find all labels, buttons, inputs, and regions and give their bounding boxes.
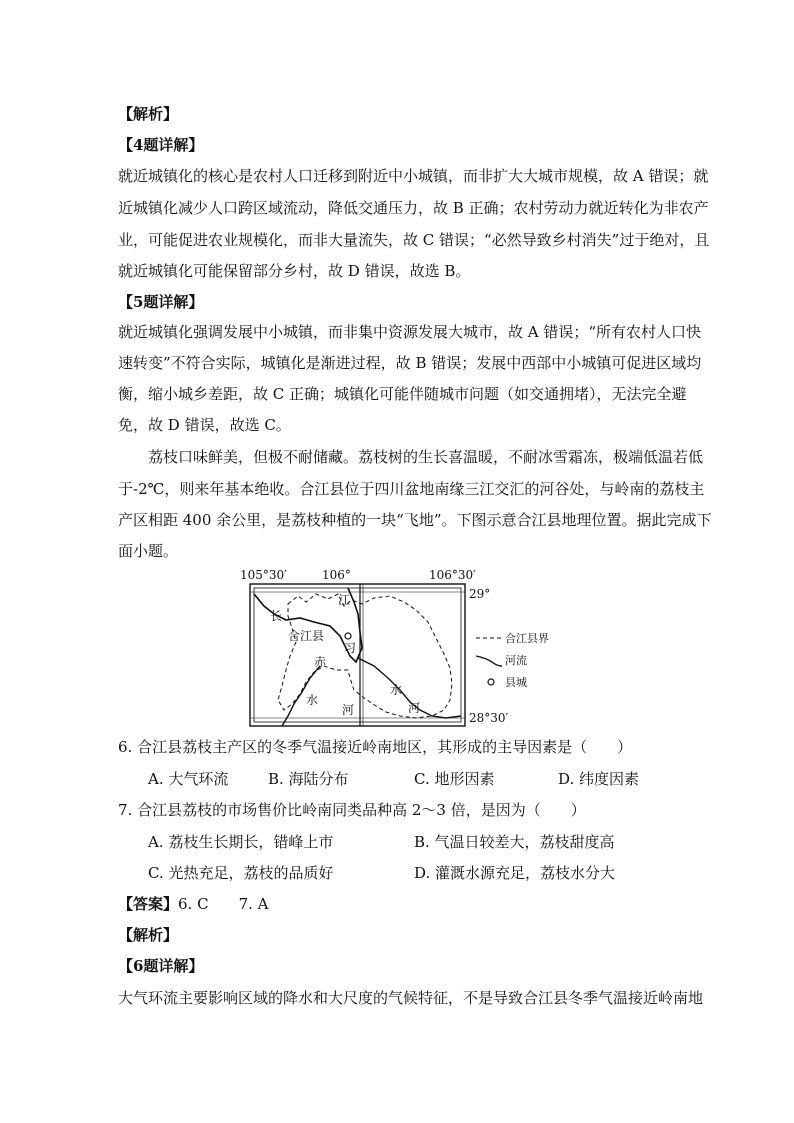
q7-option-b: B. 气温日较差大，荔枝甜度高 xyxy=(414,833,615,851)
lat-label: 29° xyxy=(469,587,491,601)
answer-row xyxy=(118,894,269,914)
q4-line: 业，可能促进农业规模化，而非大量流失，故 C 错误；“必然导致乡村消失”过于绝对，且 xyxy=(118,231,710,249)
q4-line: 就近城镇化的核心是农村人口迁移到附近中小城镇，而非扩大大城市规模，故 A 错误；就 xyxy=(118,167,709,185)
legend-county-seat-swatch xyxy=(488,679,494,685)
lon-label: 105°30′ xyxy=(240,568,287,582)
legend-boundary-label: 合江县界 xyxy=(505,632,549,645)
q6-option-a: A. 大气环流 xyxy=(148,770,229,788)
q7-option-d: D. 灌溉水源充足，荔枝水分大 xyxy=(414,864,616,882)
q5-line: 衡，缩小城乡差距，故 C 正确；城镇化可能伴随城市问题（如交通拥堵），无法完全避 xyxy=(118,385,687,403)
q6-detail-heading: 【6题详解】 xyxy=(118,957,204,975)
hejiang-location-map xyxy=(240,566,549,730)
legend-river-label: 河流 xyxy=(505,654,527,667)
passage-line: 面小题。 xyxy=(118,542,179,560)
q6-option-d: D. 纬度因素 xyxy=(558,770,640,788)
q5-heading: 【5题详解】 xyxy=(118,293,204,311)
label-shui2: 水 xyxy=(390,683,403,697)
legend-river-swatch xyxy=(476,656,502,666)
passage-line: 荔枝口味鲜美，但极不耐储藏。荔枝树的生长喜温暖，不耐冰雪霜冻，极端低温若低 xyxy=(148,448,704,466)
passage-line: 产区相距 400 余公里，是荔枝种植的一块“飞地”。下图示意合江县地理位置。据此完成下 xyxy=(118,511,712,529)
lon-label: 106°30′ xyxy=(429,568,476,582)
label-county: 合江县 xyxy=(288,629,325,643)
analysis-heading-2: 【解析】 xyxy=(118,926,179,944)
passage-line: 于-2℃，则来年基本绝收。合江县位于四川盆地南缘三江交汇的河谷处，与岭南的荔枝主 xyxy=(118,480,705,498)
map-frame xyxy=(250,584,465,726)
county-boundary xyxy=(278,594,452,718)
label-xi: 习 xyxy=(344,641,357,655)
label-chi: 赤 xyxy=(314,655,327,669)
map-inner-frame xyxy=(254,588,461,722)
q4-line: 就近城镇化可能保留部分乡村，故 D 错误，故选 B。 xyxy=(118,262,471,280)
q5-line: 免，故 D 错误，故选 C。 xyxy=(118,416,291,434)
lat-label: 28°30′ xyxy=(469,711,509,725)
q5-line: 速转变”不符合实际，城镇化是渐进过程，故 B 错误；发展中西部中小城镇可促进区域均 xyxy=(118,354,702,372)
analysis-heading: 【解析】 xyxy=(118,105,179,123)
q7-option-a: A. 荔枝生长期长，错峰上市 xyxy=(148,833,334,851)
q5-line: 就近城镇化强调发展中小城镇，而非集中资源发展大城市，故 A 错误；“所有农村人口快 xyxy=(118,323,702,341)
label-he2: 河 xyxy=(408,701,421,715)
county-seat-marker xyxy=(345,633,351,639)
label-shui1: 水 xyxy=(306,693,319,707)
lon-label: 106° xyxy=(322,568,351,582)
q6-detail-line: 大气环流主要影响区域的降水和大尺度的气候特征，不是导致合江县冬季气温接近岭南地 xyxy=(118,989,704,1007)
q4-heading: 【4题详解】 xyxy=(118,136,204,154)
label-jiang: 江 xyxy=(338,593,351,607)
answer-label: 【答案】 xyxy=(118,895,179,913)
q7-stem: 7. 合江县荔枝的市场售价比岭南同类品种高 2～3 倍，是因为（ ） xyxy=(118,801,586,819)
q4-line: 近城镇化减少人口跨区域流动，降低交通压力，故 B 正确；农村劳动力就近转化为非农产 xyxy=(118,199,709,217)
label-chang: 长 xyxy=(270,609,283,623)
answer-values: 6. C 7. A xyxy=(178,895,269,913)
q6-option-b: B. 海陆分布 xyxy=(268,770,349,788)
q7-option-c: C. 光热充足，荔枝的品质好 xyxy=(148,864,334,882)
label-he1: 河 xyxy=(342,703,355,717)
q6-stem: 6. 合江县荔枝主产区的冬季气温接近岭南地区，其形成的主导因素是（ ） xyxy=(118,738,633,756)
q6-option-c: C. 地形因素 xyxy=(414,770,495,788)
legend-county-seat-label: 县城 xyxy=(505,676,527,689)
